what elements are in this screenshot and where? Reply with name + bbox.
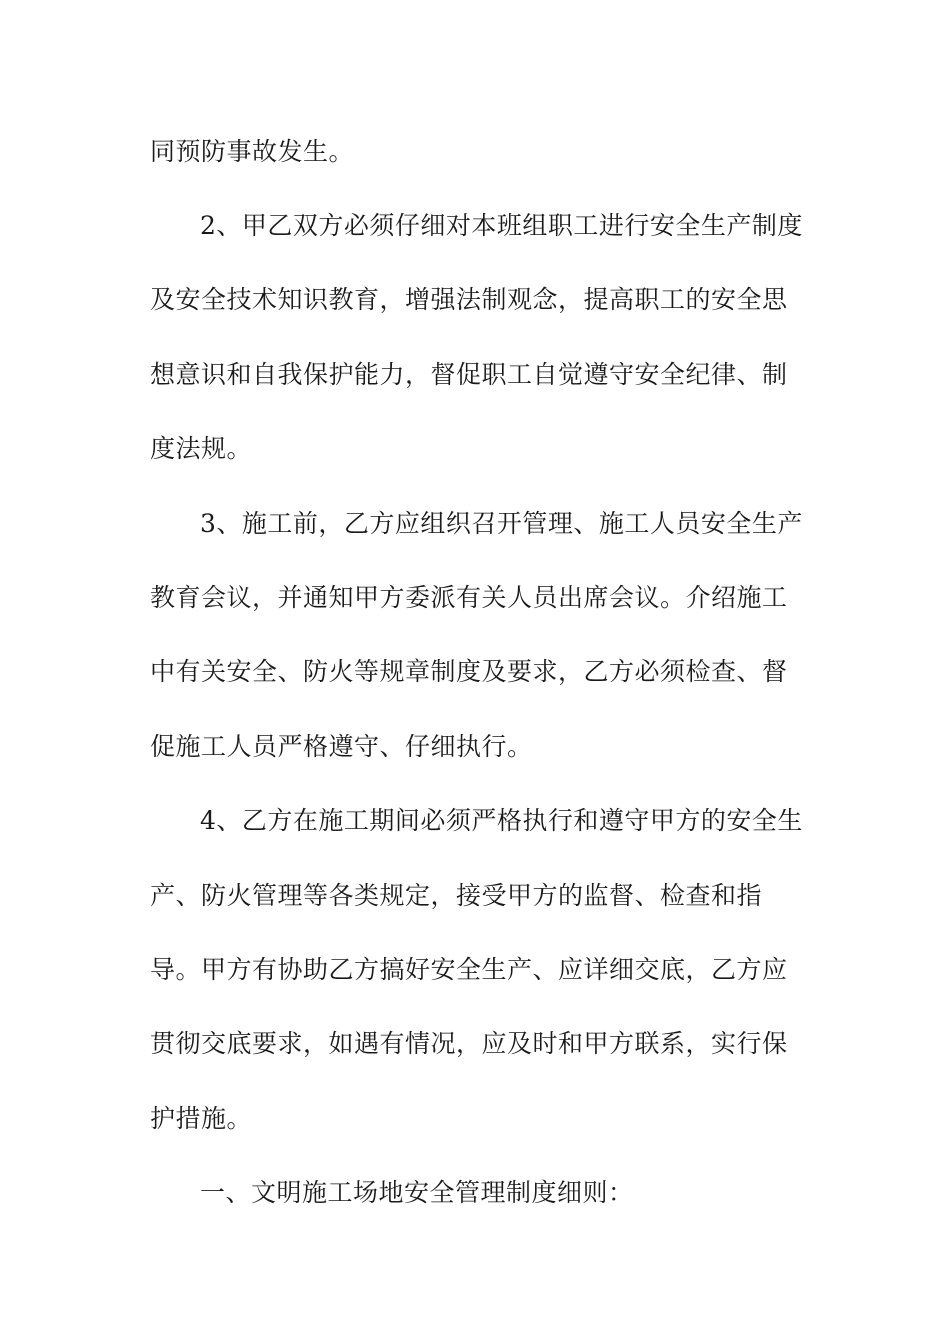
text-line: 产、防火管理等各类规定，接受甲方的监督、检查和指 — [150, 881, 763, 910]
paragraph-2-start: 2、甲乙双方必须仔细对本班组职工进行安全生产制度 — [200, 211, 803, 240]
text-line: 度法规。 — [150, 434, 253, 463]
text-line: 教育会议，并通知甲方委派有关人员出席会议。介绍施工 — [150, 583, 788, 612]
paragraph-4-start: 4、乙方在施工期间必须严格执行和遵守甲方的安全生 — [200, 806, 803, 835]
text-line: 想意识和自我保护能力，督促职工自觉遵守安全纪律、制 — [150, 360, 788, 389]
text-line: 同预防事故发生。 — [150, 137, 355, 166]
text-line: 及安全技术知识教育，增强法制观念，提高职工的安全思 — [150, 285, 788, 314]
text-line: 促施工人员严格遵守、仔细执行。 — [150, 732, 533, 761]
text-line: 护措施。 — [150, 1104, 253, 1133]
text-line: 导。甲方有协助乙方搞好安全生产、应详细交底，乙方应 — [150, 955, 788, 984]
paragraph-3-start: 3、施工前，乙方应组织召开管理、施工人员安全生产 — [200, 509, 803, 538]
text-line: 中有关安全、防火等规章制度及要求，乙方必须检查、督 — [150, 657, 788, 686]
section-heading: 一、文明施工场地安全管理制度细则： — [200, 1178, 634, 1207]
text-line: 贯彻交底要求，如遇有情况，应及时和甲方联系，实行保 — [150, 1029, 788, 1058]
